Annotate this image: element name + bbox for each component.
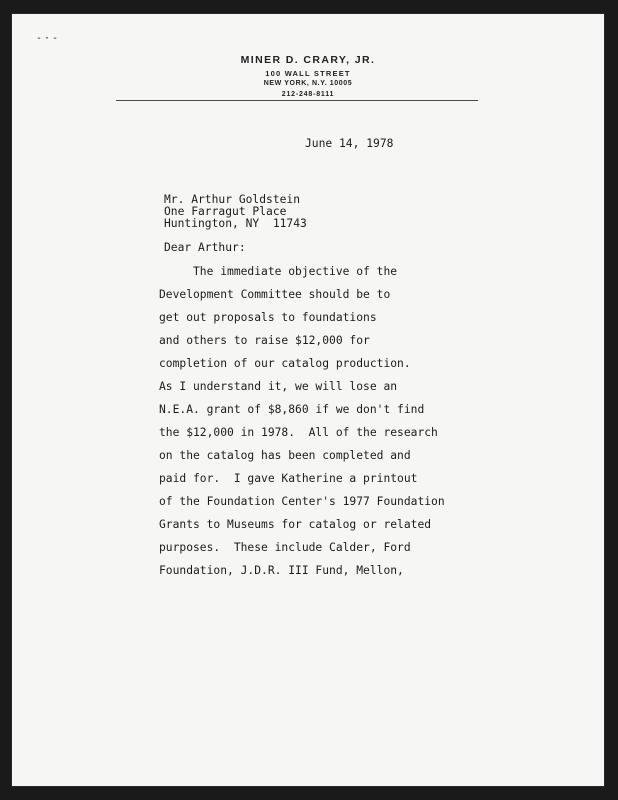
body-line: and others to raise $12,000 for (159, 334, 370, 347)
letter-date: June 14, 1978 (305, 137, 394, 150)
letterhead-name: MINER D. CRARY, JR. (240, 54, 376, 66)
body-line: N.E.A. grant of $8,860 if we don't find (159, 403, 425, 416)
body-line: get out proposals to foundations (159, 311, 377, 324)
corner-mark: -·- (36, 33, 61, 44)
letterhead-street: 100 WALL STREET (265, 69, 351, 78)
body-line: purposes. These include Calder, Ford (159, 541, 411, 554)
recipient-name: Mr. Arthur Goldstein (164, 193, 301, 206)
letterhead-rule (116, 100, 478, 101)
body-line: the $12,000 in 1978. All of the research (159, 426, 438, 439)
letterhead-city: NEW YORK, N.Y. 10005 (263, 80, 353, 87)
body-line: on the catalog has been completed and (159, 449, 411, 462)
letter-page (12, 14, 604, 786)
body-line: completion of our catalog production. (159, 357, 411, 370)
salutation: Dear Arthur: (164, 241, 246, 254)
body-line: As I understand it, we will lose an (159, 380, 398, 393)
body-line: of the Foundation Center's 1977 Foundation (159, 495, 445, 508)
recipient-city: Huntington, NY 11743 (164, 217, 307, 230)
body-line: paid for. I gave Katherine a printout (159, 472, 418, 485)
letterhead-phone: 212-248-8111 (281, 91, 335, 98)
body-line: The immediate objective of the (159, 265, 398, 278)
body-line: Foundation, J.D.R. III Fund, Mellon, (159, 564, 404, 577)
recipient-street: One Farragut Place (164, 205, 287, 218)
body-line: Grants to Museums for catalog or related (159, 518, 432, 531)
body-line: Development Committee should be to (159, 288, 391, 301)
